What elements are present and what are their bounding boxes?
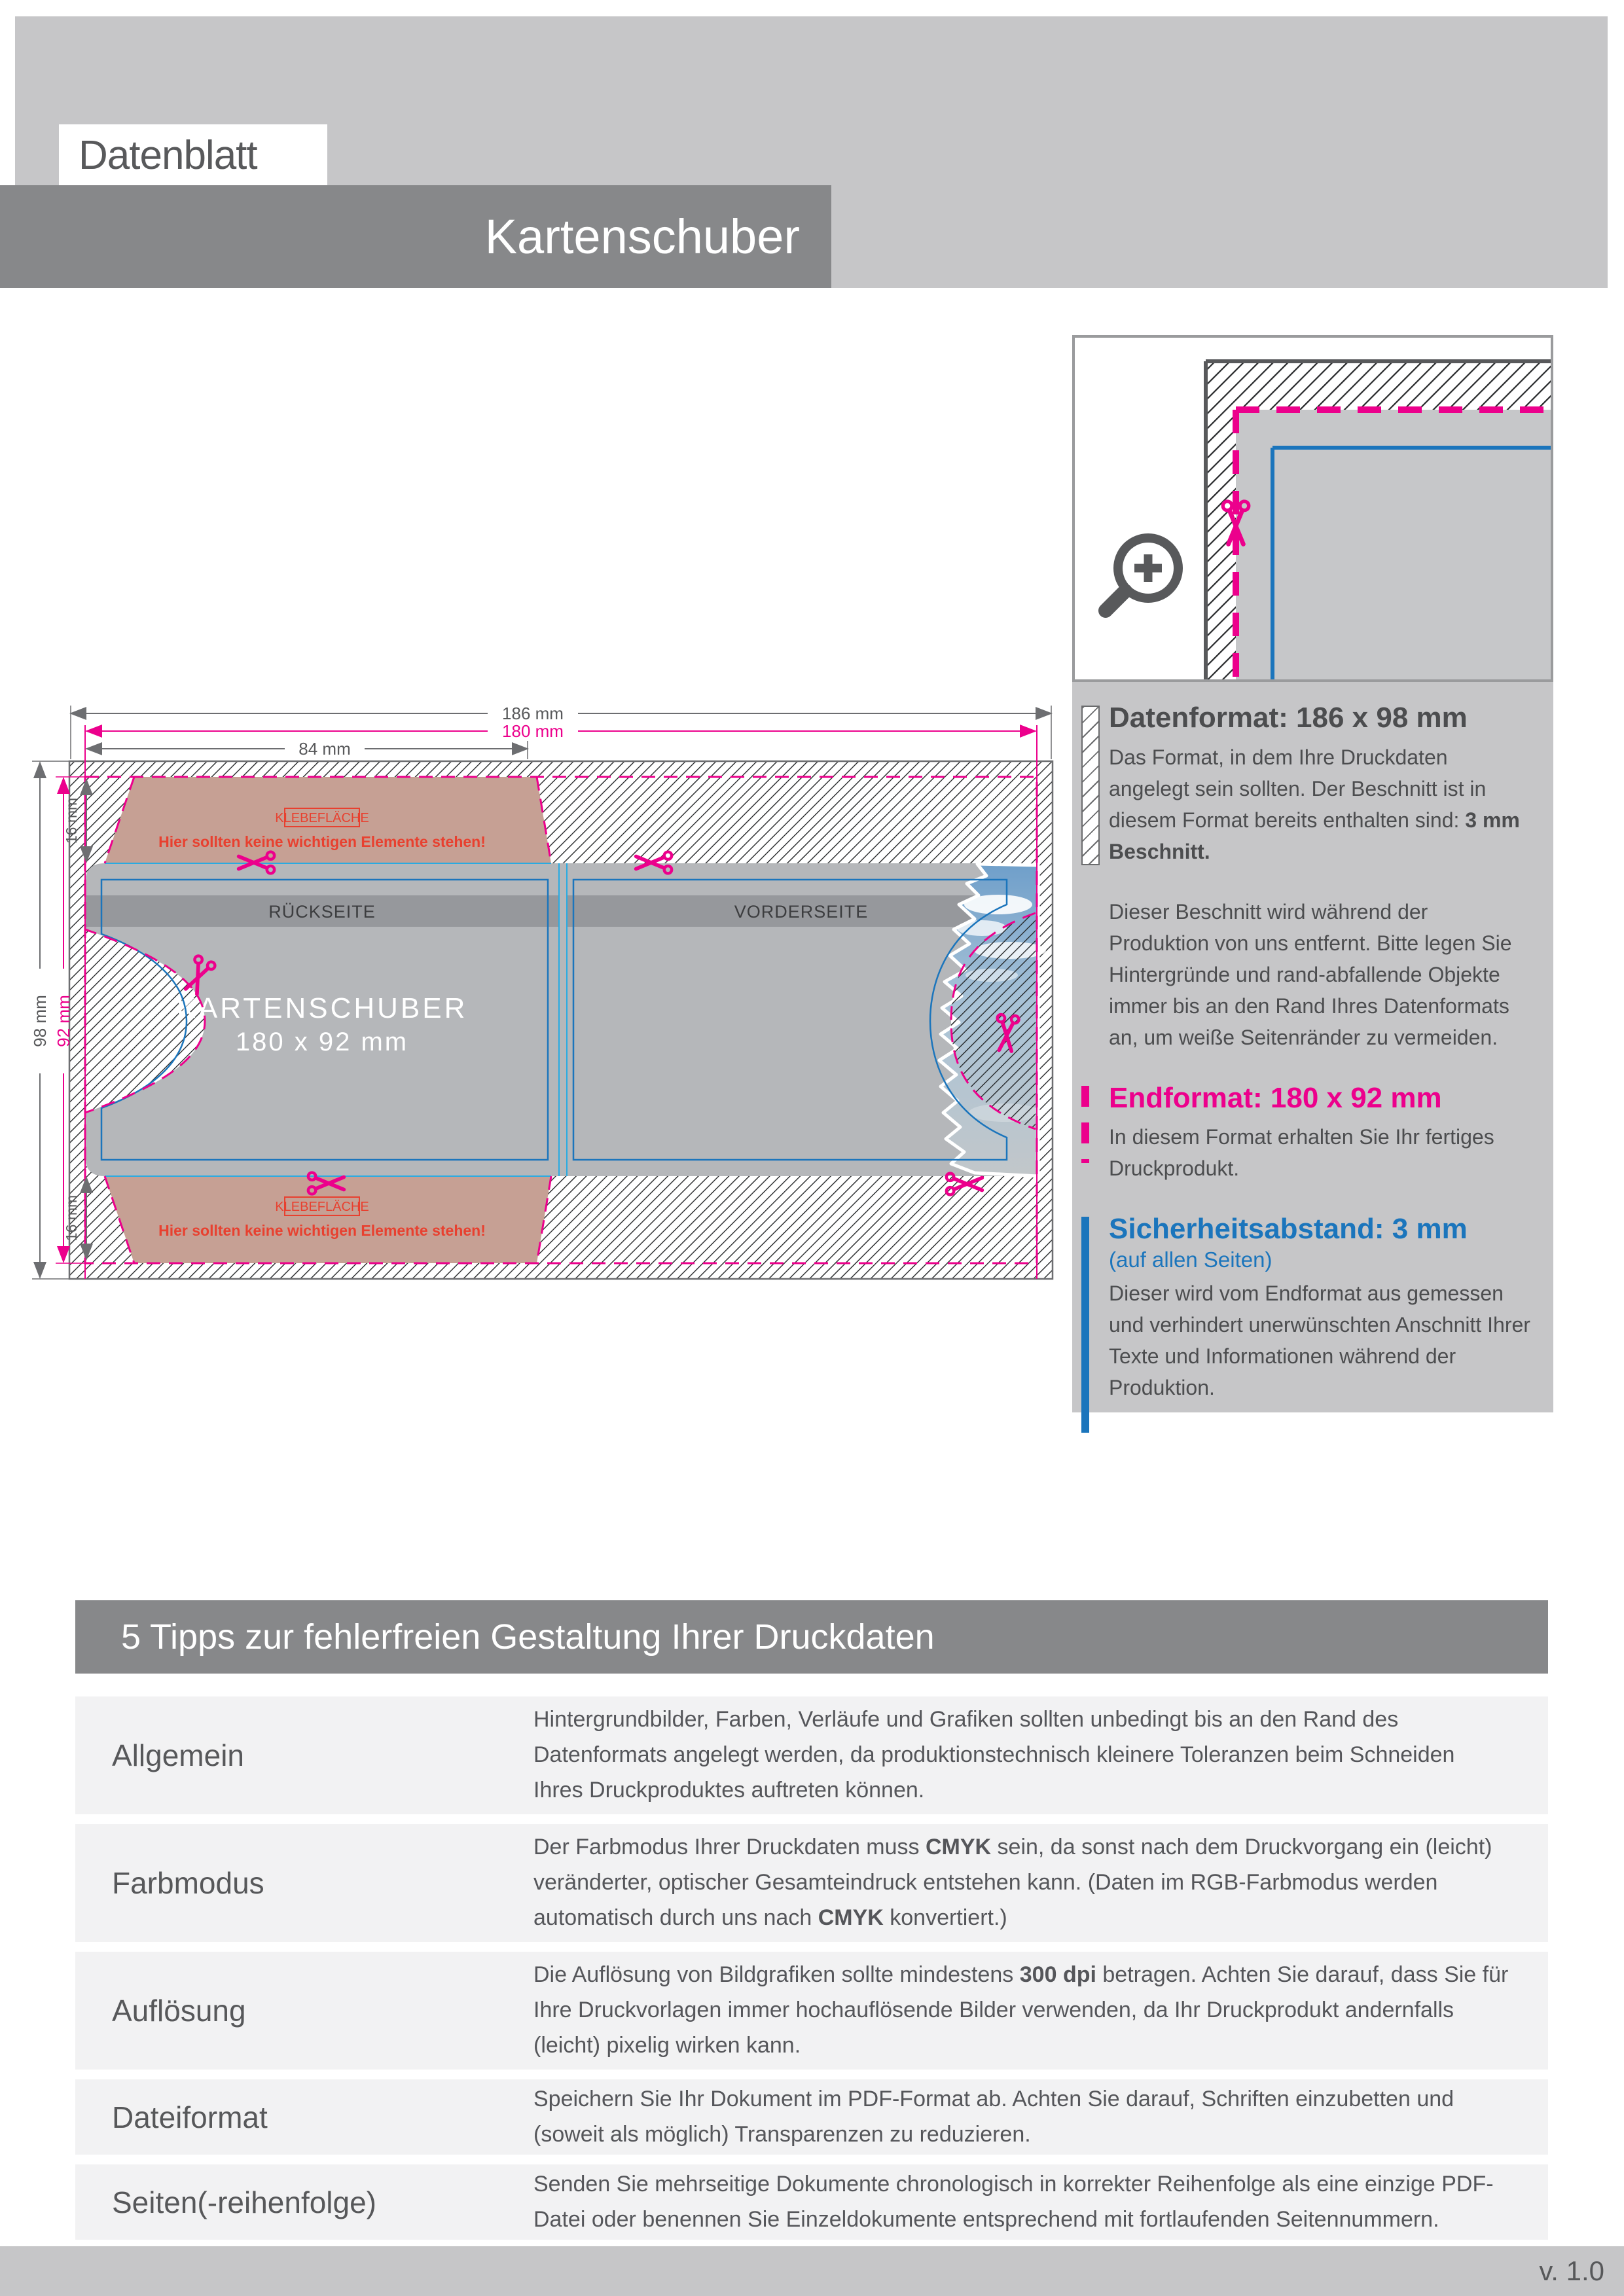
tip-text-part: konvertiert.) bbox=[883, 1905, 1007, 1930]
glue-flap-bottom bbox=[105, 1176, 551, 1263]
section-beschnitt bbox=[1109, 896, 1534, 1053]
glue-warning-top: Hier sollten keine wichtigen Elemente stehen! bbox=[158, 833, 486, 850]
tip-label: Farbmodus bbox=[112, 1866, 264, 1900]
tip-text-part: betragen. Achten Sie darauf, dass Sie für Ihre Druckvorlagen immer hochauflösende Bilder verwenden, da Ihr Druckprodukt andernfalls (leicht) pixelig wirken kann. bbox=[533, 1962, 1509, 2058]
tip-text-span: Speichern Sie Ihr Dokument im PDF-Format ab. Achten Sie darauf, Schriften einzubetten und (soweit als möglich) Transparenzen zu reduzieren. bbox=[533, 2086, 1454, 2147]
tip-label: Seiten(-reihenfolge) bbox=[112, 2185, 377, 2219]
dimension-180 bbox=[86, 721, 1036, 741]
cut-chip-icon bbox=[1081, 1086, 1089, 1163]
bleed-illustration-box bbox=[1072, 335, 1553, 682]
tip-row-allgemein bbox=[75, 1696, 1548, 1814]
product-caption-line2: 180 x 92 mm bbox=[235, 1028, 409, 1056]
datenformat-title: Datenformat: 186 x 98 mm bbox=[1109, 702, 1468, 734]
bleed-chip-icon bbox=[1081, 706, 1100, 865]
tip-row-seitenreihenfolge bbox=[75, 2164, 1548, 2240]
tips-title-bar bbox=[75, 1600, 1548, 1674]
glue-label-top: KLEBEFLÄCHE bbox=[275, 811, 369, 825]
glue-warning-bottom: Hier sollten keine wichtigen Elemente stehen! bbox=[158, 1222, 486, 1239]
dim-186-label: 186 mm bbox=[502, 704, 564, 723]
tip-text-span: Hintergrundbilder, Farben, Verläufe und Grafiken sollten unbedingt bis an den Rand des Datenformats angelegt werden, da produktionstechnisch kleinere Toleranzen beim Schneiden Ihres Druckproduktes auftreten können. bbox=[533, 1707, 1455, 1803]
endformat-body: In diesem Format erhalten Sie Ihr fertiges Druckprodukt. bbox=[1109, 1125, 1494, 1181]
tip-text bbox=[533, 2164, 1548, 2240]
tip-text-span: Senden Sie mehrseitige Dokumente chronologisch in korrekter Reihenfolge als eine einzige PDF-Datei oder benennen Sie Einzeldokumente entsprechend mit fortlaufenden Seitennummern. bbox=[533, 2171, 1494, 2232]
tip-text bbox=[533, 1952, 1548, 2070]
technical-drawing bbox=[29, 694, 1055, 1283]
dim-84-label: 84 mm bbox=[298, 739, 351, 759]
dim-180-label: 180 mm bbox=[502, 721, 564, 741]
dim-92-label: 92 mm bbox=[54, 995, 73, 1047]
tip-text-bold: 300 dpi bbox=[1019, 1962, 1096, 1988]
tip-text-span bbox=[533, 1830, 1509, 1935]
datenblatt-label: Datenblatt bbox=[79, 133, 257, 178]
dim-16-bottom-label: 16 mm bbox=[63, 1194, 80, 1242]
datenformat-body bbox=[1109, 742, 1531, 867]
sicherheit-subtitle: (auf allen Seiten) bbox=[1109, 1247, 1272, 1272]
tip-row-dateiformat bbox=[75, 2079, 1548, 2155]
tip-text-bold: CMYK bbox=[925, 1835, 992, 1860]
tip-label: Dateiformat bbox=[112, 2100, 268, 2134]
glue-label-bottom: KLEBEFLÄCHE bbox=[275, 1200, 369, 1214]
product-title-bar bbox=[0, 185, 831, 288]
product-caption-line1: KARTENSCHUBER bbox=[176, 992, 468, 1024]
tips-title: 5 Tipps zur fehlerfreien Gestaltung Ihrer Druckdaten bbox=[121, 1617, 935, 1657]
tip-text bbox=[533, 1824, 1548, 1942]
endformat-title: Endformat: 180 x 92 mm bbox=[1109, 1081, 1442, 1114]
product-title: Kartenschuber bbox=[484, 209, 800, 264]
tip-label: Auflösung bbox=[112, 1994, 246, 2028]
sicherheit-title: Sicherheitsabstand: 3 mm bbox=[1109, 1213, 1468, 1246]
safety-chip-icon bbox=[1081, 1217, 1089, 1433]
version-label: v. 1.0 bbox=[1539, 2255, 1604, 2286]
datenblatt-box bbox=[59, 124, 327, 187]
tip-text bbox=[533, 1696, 1548, 1814]
dim-98-label: 98 mm bbox=[30, 995, 50, 1047]
sicherheit-body: Dieser wird vom Endformat aus gemessen und verhindert unerwünschten Anschnitt Ihrer Texte und Informationen während der Produktion. bbox=[1109, 1281, 1530, 1399]
section-sicherheitsabstand bbox=[1109, 1213, 1534, 1403]
beschnitt-body: Dieser Beschnitt wird während der Produktion von uns entfernt. Bitte legen Sie Hintergründe und rand-abfallende Objekte immer bis an den Rand Ihres Datenformats an, um weiße Seitenränder zu vermeiden. bbox=[1109, 899, 1512, 1049]
tip-text-part: Die Auflösung von Bildgrafiken sollte mindestens bbox=[533, 1962, 1020, 1988]
datenformat-body-text: Das Format, in dem Ihre Druckdaten angelegt sein sollten. Der Beschnitt ist in diesem Format bereits enthalten sind: bbox=[1109, 745, 1487, 832]
dim-16-top-label: 16 mm bbox=[63, 797, 80, 844]
tip-row-aufloesung bbox=[75, 1952, 1548, 2070]
tip-text bbox=[533, 2079, 1548, 2155]
front-side-label: VORDERSEITE bbox=[734, 902, 869, 922]
tip-text-part: Der Farbmodus Ihrer Druckdaten muss bbox=[533, 1835, 926, 1860]
tip-label: Allgemein bbox=[112, 1738, 244, 1772]
zoom-icon bbox=[1106, 538, 1178, 611]
tip-text-span bbox=[533, 1958, 1509, 2063]
tip-row-farbmodus bbox=[75, 1824, 1548, 1942]
back-side-label: RÜCKSEITE bbox=[268, 902, 376, 922]
datenformat-body-bold: 3 mm Beschnitt. bbox=[1109, 808, 1520, 863]
illus-format-area bbox=[1236, 410, 1551, 679]
format-info-panel bbox=[1072, 682, 1553, 1412]
tip-text-bold: CMYK bbox=[818, 1905, 884, 1930]
footer-bar bbox=[0, 2246, 1624, 2296]
section-endformat bbox=[1109, 1082, 1534, 1185]
tip-text-part: sein, da sonst nach dem Druckvorgang ein (leicht) veränderter, optischer Gesamteindruck entstehen kann. (Daten im RGB-Farbmodus werden automatisch durch uns nach bbox=[533, 1835, 1492, 1930]
section-datenformat bbox=[1109, 702, 1534, 867]
dimension-84 bbox=[86, 739, 528, 759]
